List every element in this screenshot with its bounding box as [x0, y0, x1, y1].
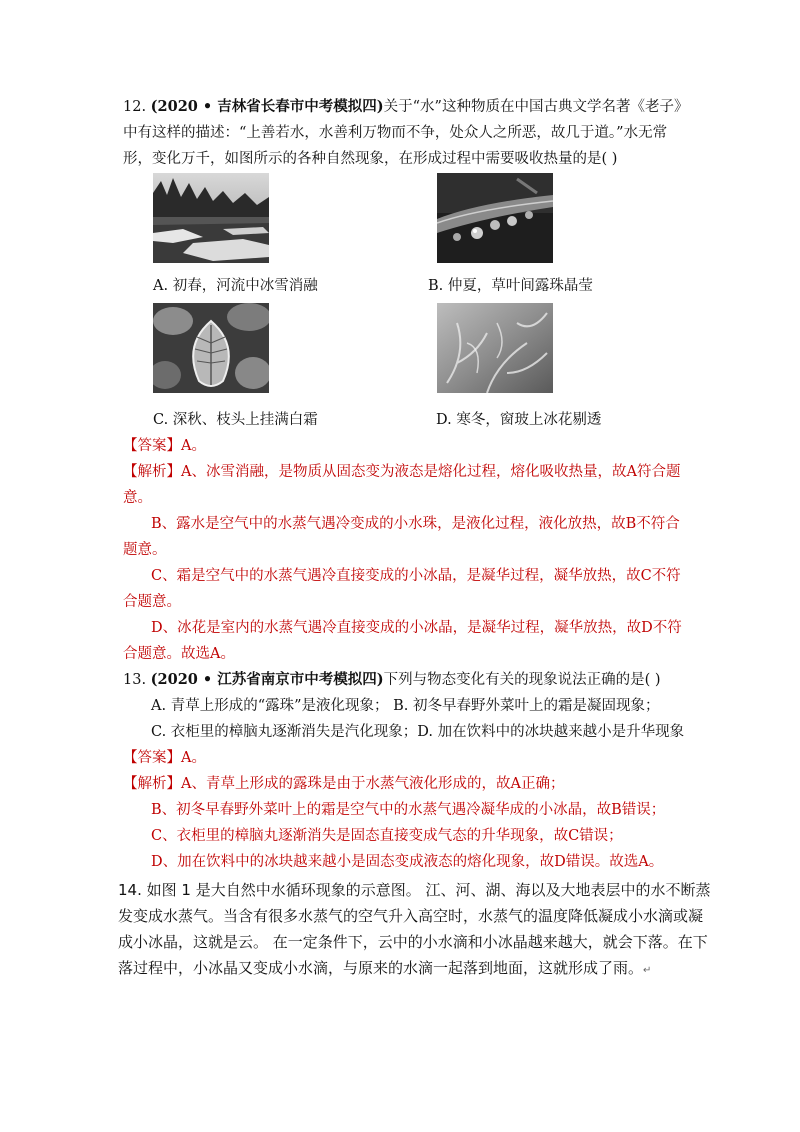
q13-answer-label: 【答案】 [123, 750, 181, 766]
q12-stem-3: 形，变化万千，如图所示的各种自然现象，在形成过程中需要吸收热量的是( ) [123, 151, 618, 167]
q12-line-1 [123, 97, 688, 117]
photo-c-frost-leaves [153, 303, 269, 393]
q13-analysis-line-1 [123, 774, 564, 794]
q12-analysis-3a: C、霜是空气中的水蒸气遇冷直接变成的小冰晶，是凝华过程，凝华放热，故C不符 [151, 568, 681, 584]
q12-stem-2: 中有这样的描述：“上善若水，水善利万物而不争，处众人之所恶，故几于道。”水无常 [123, 125, 668, 141]
q13-answer-value: A。 [181, 750, 206, 766]
q12-analysis-label: 【解析】 [123, 464, 181, 480]
photo-d-ice-window [437, 303, 553, 393]
q12-analysis-1a: A、冰雪消融，是物质从固态变为液态是熔化过程，熔化吸收热量，故A符合题 [181, 464, 681, 480]
q12-answer [123, 436, 206, 456]
q13-number: 13. [123, 672, 147, 688]
q14-line-2: 发变成水蒸气。当含有很多水蒸气的空气升入高空时，水蒸气的温度降低凝成小水滴或凝 [118, 907, 704, 925]
q12-analysis-1b: 意。 [123, 490, 152, 506]
q12-answer-value: A。 [181, 438, 206, 454]
q12-source: (2020 • 吉林省长春市中考模拟四) [150, 98, 384, 115]
q13-analysis-2: B、初冬早春野外菜叶上的霜是空气中的水蒸气遇冷凝华成的小冰晶，故B错误； [151, 802, 666, 818]
q14-line-1: 14. 如图 1 是大自然中水循环现象的示意图。 江、河、湖、海以及大地表层中的水不断蒸 [118, 881, 711, 899]
q13-options-1: A. 青草上形成的“露珠”是液化现象； B. 初冬早春野外菜叶上的霜是凝固现象； [151, 698, 660, 714]
q13-options-2: C. 衣柜里的樟脑丸逐渐消失是汽化现象；D. 加在饮料中的冰块越来越小是升华现象 [151, 724, 685, 740]
q12-stem-1: 关于“水”这种物质在中国古典文学名著《老子》 [383, 99, 689, 115]
q13-line-1 [123, 670, 661, 690]
q14-line-4 [118, 958, 651, 981]
q12-option-b: B. 仲夏，草叶间露珠晶莹 [428, 278, 593, 294]
q13-analysis-4: D、加在饮料中的冰块越来越小是固态变成液态的熔化现象，故D错误。故选A。 [151, 854, 664, 870]
q12-analysis-line-1 [123, 462, 680, 482]
q13-analysis-label: 【解析】 [123, 776, 181, 792]
q13-answer [123, 748, 206, 768]
q12-number: 12. [123, 99, 147, 115]
paragraph-mark: ↵ [643, 965, 652, 976]
q12-analysis-2b: 题意。 [123, 542, 167, 558]
q12-answer-label: 【答案】 [123, 438, 181, 454]
q13-analysis-1: A、青草上形成的露珠是由于水蒸气液化形成的，故A正确； [181, 776, 565, 792]
q12-option-d: D. 寒冬，窗玻上冰花剔透 [436, 412, 602, 428]
q12-analysis-4b: 合题意。故选A。 [123, 646, 235, 662]
q12-option-a: A. 初春，河流中冰雪消融 [153, 278, 318, 294]
q12-option-c: C. 深秋、枝头上挂满白霜 [153, 412, 318, 428]
photo-b-dew-drops [437, 173, 553, 263]
q13-source: (2020 • 江苏省南京市中考模拟四) [150, 671, 384, 688]
photo-a-melting-river [153, 173, 269, 263]
q13-analysis-3: C、衣柜里的樟脑丸逐渐消失是固态直接变成气态的升华现象，故C错误； [151, 828, 623, 844]
q14-line-4-text: 落过程中，小冰晶又变成小水滴，与原来的水滴一起落到地面，这就形成了雨。 [118, 959, 644, 977]
q14-line-3: 成小冰晶，这就是云。 在一定条件下，云中的小水滴和小冰晶越来越大，就会下落。在下 [118, 933, 708, 951]
q12-analysis-4a: D、冰花是室内的水蒸气遇冷直接变成的小冰晶，是凝华过程，凝华放热，故D不符 [151, 620, 682, 636]
q13-stem: 下列与物态变化有关的现象说法正确的是( ) [383, 672, 661, 688]
q12-analysis-3b: 合题意。 [123, 594, 181, 610]
q12-analysis-2a: B、露水是空气中的水蒸气遇冷变成的小水珠，是液化过程，液化放热，故B不符合 [151, 516, 680, 532]
